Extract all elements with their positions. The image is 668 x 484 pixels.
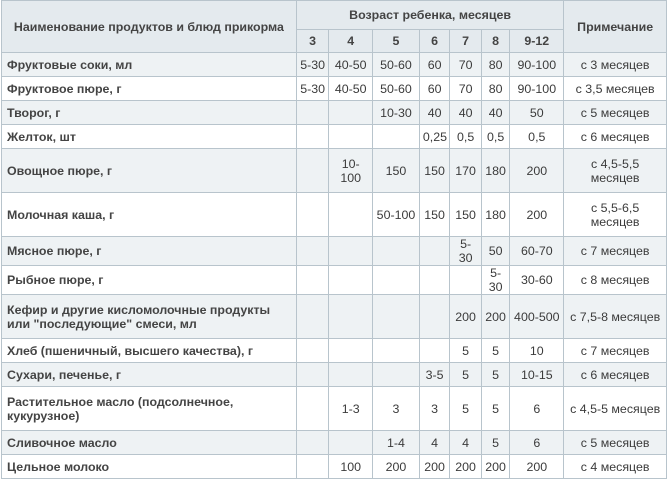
product-column-header: Наименование продуктов и блюд прикорма xyxy=(2,1,297,53)
note-cell: с 7 месяцев xyxy=(564,237,667,266)
amount-cell: 0,5 xyxy=(481,125,509,149)
table-row xyxy=(2,339,667,363)
amount-cell xyxy=(373,295,420,339)
product-name-cell: Овощное пюре, г xyxy=(2,149,297,193)
table-row xyxy=(2,455,667,479)
product-name-cell: Фруктовое пюре, г xyxy=(2,77,297,101)
product-name-cell: Мясное пюре, г xyxy=(2,237,297,266)
amount-cell: 3 xyxy=(419,387,450,431)
amount-cell: 5 xyxy=(481,363,509,387)
note-cell: с 8 месяцев xyxy=(564,266,667,295)
amount-cell: 100 xyxy=(329,455,373,479)
amount-cell xyxy=(373,266,420,295)
amount-cell: 3 xyxy=(373,387,420,431)
amount-cell: 60 xyxy=(419,77,450,101)
age-header-cell: 5 xyxy=(373,30,420,53)
amount-cell: 40 xyxy=(419,101,450,125)
amount-cell: 150 xyxy=(419,193,450,237)
amount-cell: 5-30 xyxy=(296,77,329,101)
product-name-cell: Сливочное масло xyxy=(2,431,297,455)
feeding-table xyxy=(1,0,667,479)
amount-cell: 5 xyxy=(481,431,509,455)
amount-cell: 40 xyxy=(481,101,509,125)
note-column-header: Примечание xyxy=(564,1,667,53)
amount-cell: 400-500 xyxy=(510,295,564,339)
amount-cell: 200 xyxy=(510,149,564,193)
amount-cell xyxy=(329,431,373,455)
amount-cell: 170 xyxy=(450,149,482,193)
amount-cell xyxy=(329,339,373,363)
amount-cell xyxy=(329,125,373,149)
amount-cell: 6 xyxy=(510,387,564,431)
amount-cell xyxy=(296,387,329,431)
amount-cell: 50-100 xyxy=(373,193,420,237)
amount-cell xyxy=(296,125,329,149)
table-row xyxy=(2,295,667,339)
age-group-header: Возраст ребенка, месяцев xyxy=(296,1,563,30)
amount-cell: 5-30 xyxy=(296,53,329,77)
amount-cell xyxy=(296,193,329,237)
amount-cell: 200 xyxy=(450,295,482,339)
amount-cell: 4 xyxy=(450,431,482,455)
table-body xyxy=(2,53,667,479)
amount-cell: 90-100 xyxy=(510,77,564,101)
product-name-cell: Молочная каша, г xyxy=(2,193,297,237)
amount-cell: 5 xyxy=(450,339,482,363)
amount-cell: 90-100 xyxy=(510,53,564,77)
note-cell: с 5 месяцев xyxy=(564,101,667,125)
amount-cell xyxy=(296,237,329,266)
age-header-cell: 7 xyxy=(450,30,482,53)
amount-cell xyxy=(419,295,450,339)
amount-cell xyxy=(329,237,373,266)
age-header-cell: 6 xyxy=(419,30,450,53)
product-name-cell: Фруктовые соки, мл xyxy=(2,53,297,77)
amount-cell: 40-50 xyxy=(329,77,373,101)
amount-cell: 10 xyxy=(510,339,564,363)
table-row xyxy=(2,237,667,266)
amount-cell: 40-50 xyxy=(329,53,373,77)
amount-cell: 200 xyxy=(419,455,450,479)
amount-cell xyxy=(296,339,329,363)
amount-cell: 50-60 xyxy=(373,53,420,77)
amount-cell: 180 xyxy=(481,149,509,193)
product-name-cell: Кефир и другие кисломолочные продукты или "последующие" смеси, мл xyxy=(2,295,297,339)
table-row xyxy=(2,101,667,125)
table-row xyxy=(2,193,667,237)
note-cell: с 7 месяцев xyxy=(564,339,667,363)
amount-cell: 5 xyxy=(481,387,509,431)
table-row xyxy=(2,266,667,295)
table-row xyxy=(2,387,667,431)
amount-cell: 150 xyxy=(419,149,450,193)
amount-cell: 200 xyxy=(373,455,420,479)
amount-cell: 5 xyxy=(450,387,482,431)
note-cell: с 4 месяцев xyxy=(564,455,667,479)
amount-cell xyxy=(296,363,329,387)
amount-cell xyxy=(329,101,373,125)
amount-cell: 10-30 xyxy=(373,101,420,125)
product-name-cell: Желток, шт xyxy=(2,125,297,149)
amount-cell xyxy=(450,266,482,295)
amount-cell: 30-60 xyxy=(510,266,564,295)
amount-cell: 70 xyxy=(450,77,482,101)
amount-cell: 200 xyxy=(481,455,509,479)
table-row xyxy=(2,77,667,101)
note-cell: с 4,5-5 месяцев xyxy=(564,387,667,431)
table-row xyxy=(2,363,667,387)
note-cell: с 4,5-5,5 месяцев xyxy=(564,149,667,193)
amount-cell: 10-100 xyxy=(329,149,373,193)
amount-cell xyxy=(296,149,329,193)
product-name-cell: Сухари, печенье, г xyxy=(2,363,297,387)
table-row xyxy=(2,431,667,455)
amount-cell xyxy=(329,363,373,387)
amount-cell xyxy=(329,193,373,237)
amount-cell: 80 xyxy=(481,53,509,77)
amount-cell: 50 xyxy=(510,101,564,125)
product-name-cell: Рыбное пюре, г xyxy=(2,266,297,295)
amount-cell: 40 xyxy=(450,101,482,125)
amount-cell xyxy=(296,295,329,339)
amount-cell: 150 xyxy=(450,193,482,237)
amount-cell: 200 xyxy=(481,295,509,339)
note-cell: с 3 месяцев xyxy=(564,53,667,77)
amount-cell: 70 xyxy=(450,53,482,77)
amount-cell: 150 xyxy=(373,149,420,193)
amount-cell xyxy=(296,266,329,295)
amount-cell: 0,5 xyxy=(510,125,564,149)
amount-cell: 5 xyxy=(450,363,482,387)
amount-cell xyxy=(329,295,373,339)
amount-cell: 50-60 xyxy=(373,77,420,101)
amount-cell xyxy=(329,266,373,295)
note-cell: с 6 месяцев xyxy=(564,125,667,149)
amount-cell: 4 xyxy=(419,431,450,455)
amount-cell: 1-3 xyxy=(329,387,373,431)
amount-cell: 0,5 xyxy=(450,125,482,149)
amount-cell: 180 xyxy=(481,193,509,237)
amount-cell: 80 xyxy=(481,77,509,101)
amount-cell: 10-15 xyxy=(510,363,564,387)
product-name-cell: Цельное молоко xyxy=(2,455,297,479)
note-cell: с 7,5-8 месяцев xyxy=(564,295,667,339)
amount-cell xyxy=(419,339,450,363)
amount-cell xyxy=(373,237,420,266)
amount-cell xyxy=(296,101,329,125)
amount-cell xyxy=(296,431,329,455)
amount-cell: 50 xyxy=(481,237,509,266)
note-cell: с 3,5 месяцев xyxy=(564,77,667,101)
age-header-cell: 4 xyxy=(329,30,373,53)
age-header-cell: 3 xyxy=(296,30,329,53)
age-header-cell: 9-12 xyxy=(510,30,564,53)
amount-cell: 200 xyxy=(510,455,564,479)
amount-cell: 1-4 xyxy=(373,431,420,455)
amount-cell xyxy=(373,125,420,149)
note-cell: с 5 месяцев xyxy=(564,431,667,455)
amount-cell: 60-70 xyxy=(510,237,564,266)
amount-cell: 3-5 xyxy=(419,363,450,387)
amount-cell: 5 xyxy=(481,339,509,363)
table-row xyxy=(2,125,667,149)
amount-cell xyxy=(373,363,420,387)
product-name-cell: Творог, г xyxy=(2,101,297,125)
table-row xyxy=(2,53,667,77)
amount-cell: 6 xyxy=(510,431,564,455)
note-cell: с 6 месяцев xyxy=(564,363,667,387)
amount-cell xyxy=(296,455,329,479)
note-cell: с 5,5-6,5 месяцев xyxy=(564,193,667,237)
amount-cell xyxy=(419,237,450,266)
amount-cell: 5-30 xyxy=(450,237,482,266)
amount-cell: 200 xyxy=(510,193,564,237)
amount-cell: 0,25 xyxy=(419,125,450,149)
amount-cell: 200 xyxy=(450,455,482,479)
product-name-cell: Растительное масло (подсолнечное, кукурузное) xyxy=(2,387,297,431)
amount-cell xyxy=(419,266,450,295)
amount-cell xyxy=(373,339,420,363)
table-row xyxy=(2,149,667,193)
amount-cell: 60 xyxy=(419,53,450,77)
product-name-cell: Хлеб (пшеничный, высшего качества), г xyxy=(2,339,297,363)
amount-cell: 5-30 xyxy=(481,266,509,295)
age-header-cell: 8 xyxy=(481,30,509,53)
